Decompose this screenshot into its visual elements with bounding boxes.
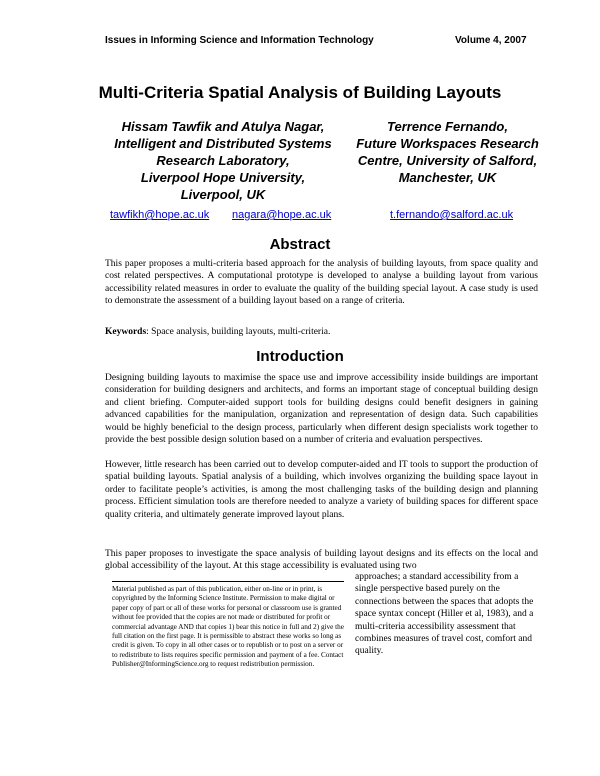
authors-left bbox=[103, 118, 343, 203]
author-line: Intelligent and Distributed Systems bbox=[114, 136, 332, 151]
paper-title: Multi-Criteria Spatial Analysis of Building Layouts bbox=[98, 83, 502, 102]
author-line: Research Laboratory, bbox=[156, 153, 290, 168]
author-line: Liverpool Hope University, bbox=[140, 170, 306, 185]
abstract-heading: Abstract bbox=[269, 236, 331, 253]
email-link-fernando[interactable]: t.fernando@salford.ac.uk bbox=[390, 209, 514, 221]
author-line: Liverpool, UK bbox=[180, 187, 266, 202]
author-line: Hissam Tawfik and Atulya Nagar, bbox=[121, 119, 325, 134]
keywords-text: : Space analysis, building layouts, multi-criteria. bbox=[146, 327, 331, 337]
intro-paragraph-3-continued: approaches; a standard accessibility from a single perspective based purely on the connections between the spaces that adopts the space syntax concept (Hiller et al, 1983), and a multi-criteria accessibility assessment that combines measures of travel cost, comfort and quality. bbox=[355, 572, 534, 657]
author-line: Centre, University of Salford, bbox=[357, 153, 538, 168]
introduction-heading: Introduction bbox=[256, 348, 344, 365]
intro-paragraph-2: However, little research has been carried out to develop computer-aided and IT tools to support the production of spatial building layouts. Spatial analysis of a building, which involves organizing the building space layout in order to facilitate people’s activities, is among the most challenging tasks of the building design and planning process. Efficient simulation tools are therefore needed to analyze a variety of building spaces for different space quality criteria, and ultimately generate improved layout plans. bbox=[105, 460, 538, 520]
footnote-divider bbox=[112, 581, 344, 582]
author-line: Terrence Fernando, bbox=[387, 119, 508, 134]
email-link-nagar[interactable]: nagara@hope.ac.uk bbox=[232, 209, 332, 221]
keywords-label: Keywords bbox=[105, 327, 147, 337]
copyright-footnote: Material published as part of this publication, either on-line or in print, is copyrighted by the Informing Science Institute. Permission to make digital or paper copy of part or all of these works for personal or classroom use is granted without fee provided that the copies are not made or distributed for profit or commercial advantage AND that copies 1) bear this notice in full and 2) give the full citation on the first page. It is permissible to abstract these works so long as credit is given. To copy in all other cases or to republish or to post on a server or to redistribute to lists requires specific permission and payment of a fee. Contact Publisher@InformingScience.org to request redistribution permission. bbox=[112, 585, 344, 669]
email-link-tawfik[interactable]: tawfikh@hope.ac.uk bbox=[110, 209, 210, 221]
authors-right bbox=[355, 118, 540, 186]
journal-name: Issues in Informing Science and Information Technology bbox=[105, 35, 374, 46]
author-line: Manchester, UK bbox=[398, 170, 497, 185]
abstract-text: This paper proposes a multi-criteria based approach for the analysis of building layouts, from space quality and cost related perspectives. A computational prototype is developed to analyse a building layout from various accessibility related measures in order to evaluate the quality of the building special layout. A case study is used to demonstrate the assessment of a building layout based on a range of criteria. bbox=[105, 259, 538, 307]
intro-paragraph-1: Designing building layouts to maximise the space use and improve accessibility inside buildings are important consideration for building designers and architects, and forms an important stage of conceptual building design and client briefing. Computer-aided support tools for building designs could benefit designers in gaining advanced capabilities for the manipulation, organization and representation of design data. Such capabilities would be highly beneficial to the design process, particularly when different design specialists work together to provide the best possible design solution based on a number of criteria and evaluation perspectives. bbox=[105, 373, 538, 446]
volume-label: Volume 4, 2007 bbox=[455, 35, 527, 46]
author-line: Future Workspaces Research bbox=[356, 136, 539, 151]
intro-paragraph-3: This paper proposes to investigate the space analysis of building layout designs and its effects on the local and global accessibility of the layout. At this stage accessibility is evaluated using two bbox=[105, 549, 538, 572]
keywords-line bbox=[105, 326, 538, 338]
